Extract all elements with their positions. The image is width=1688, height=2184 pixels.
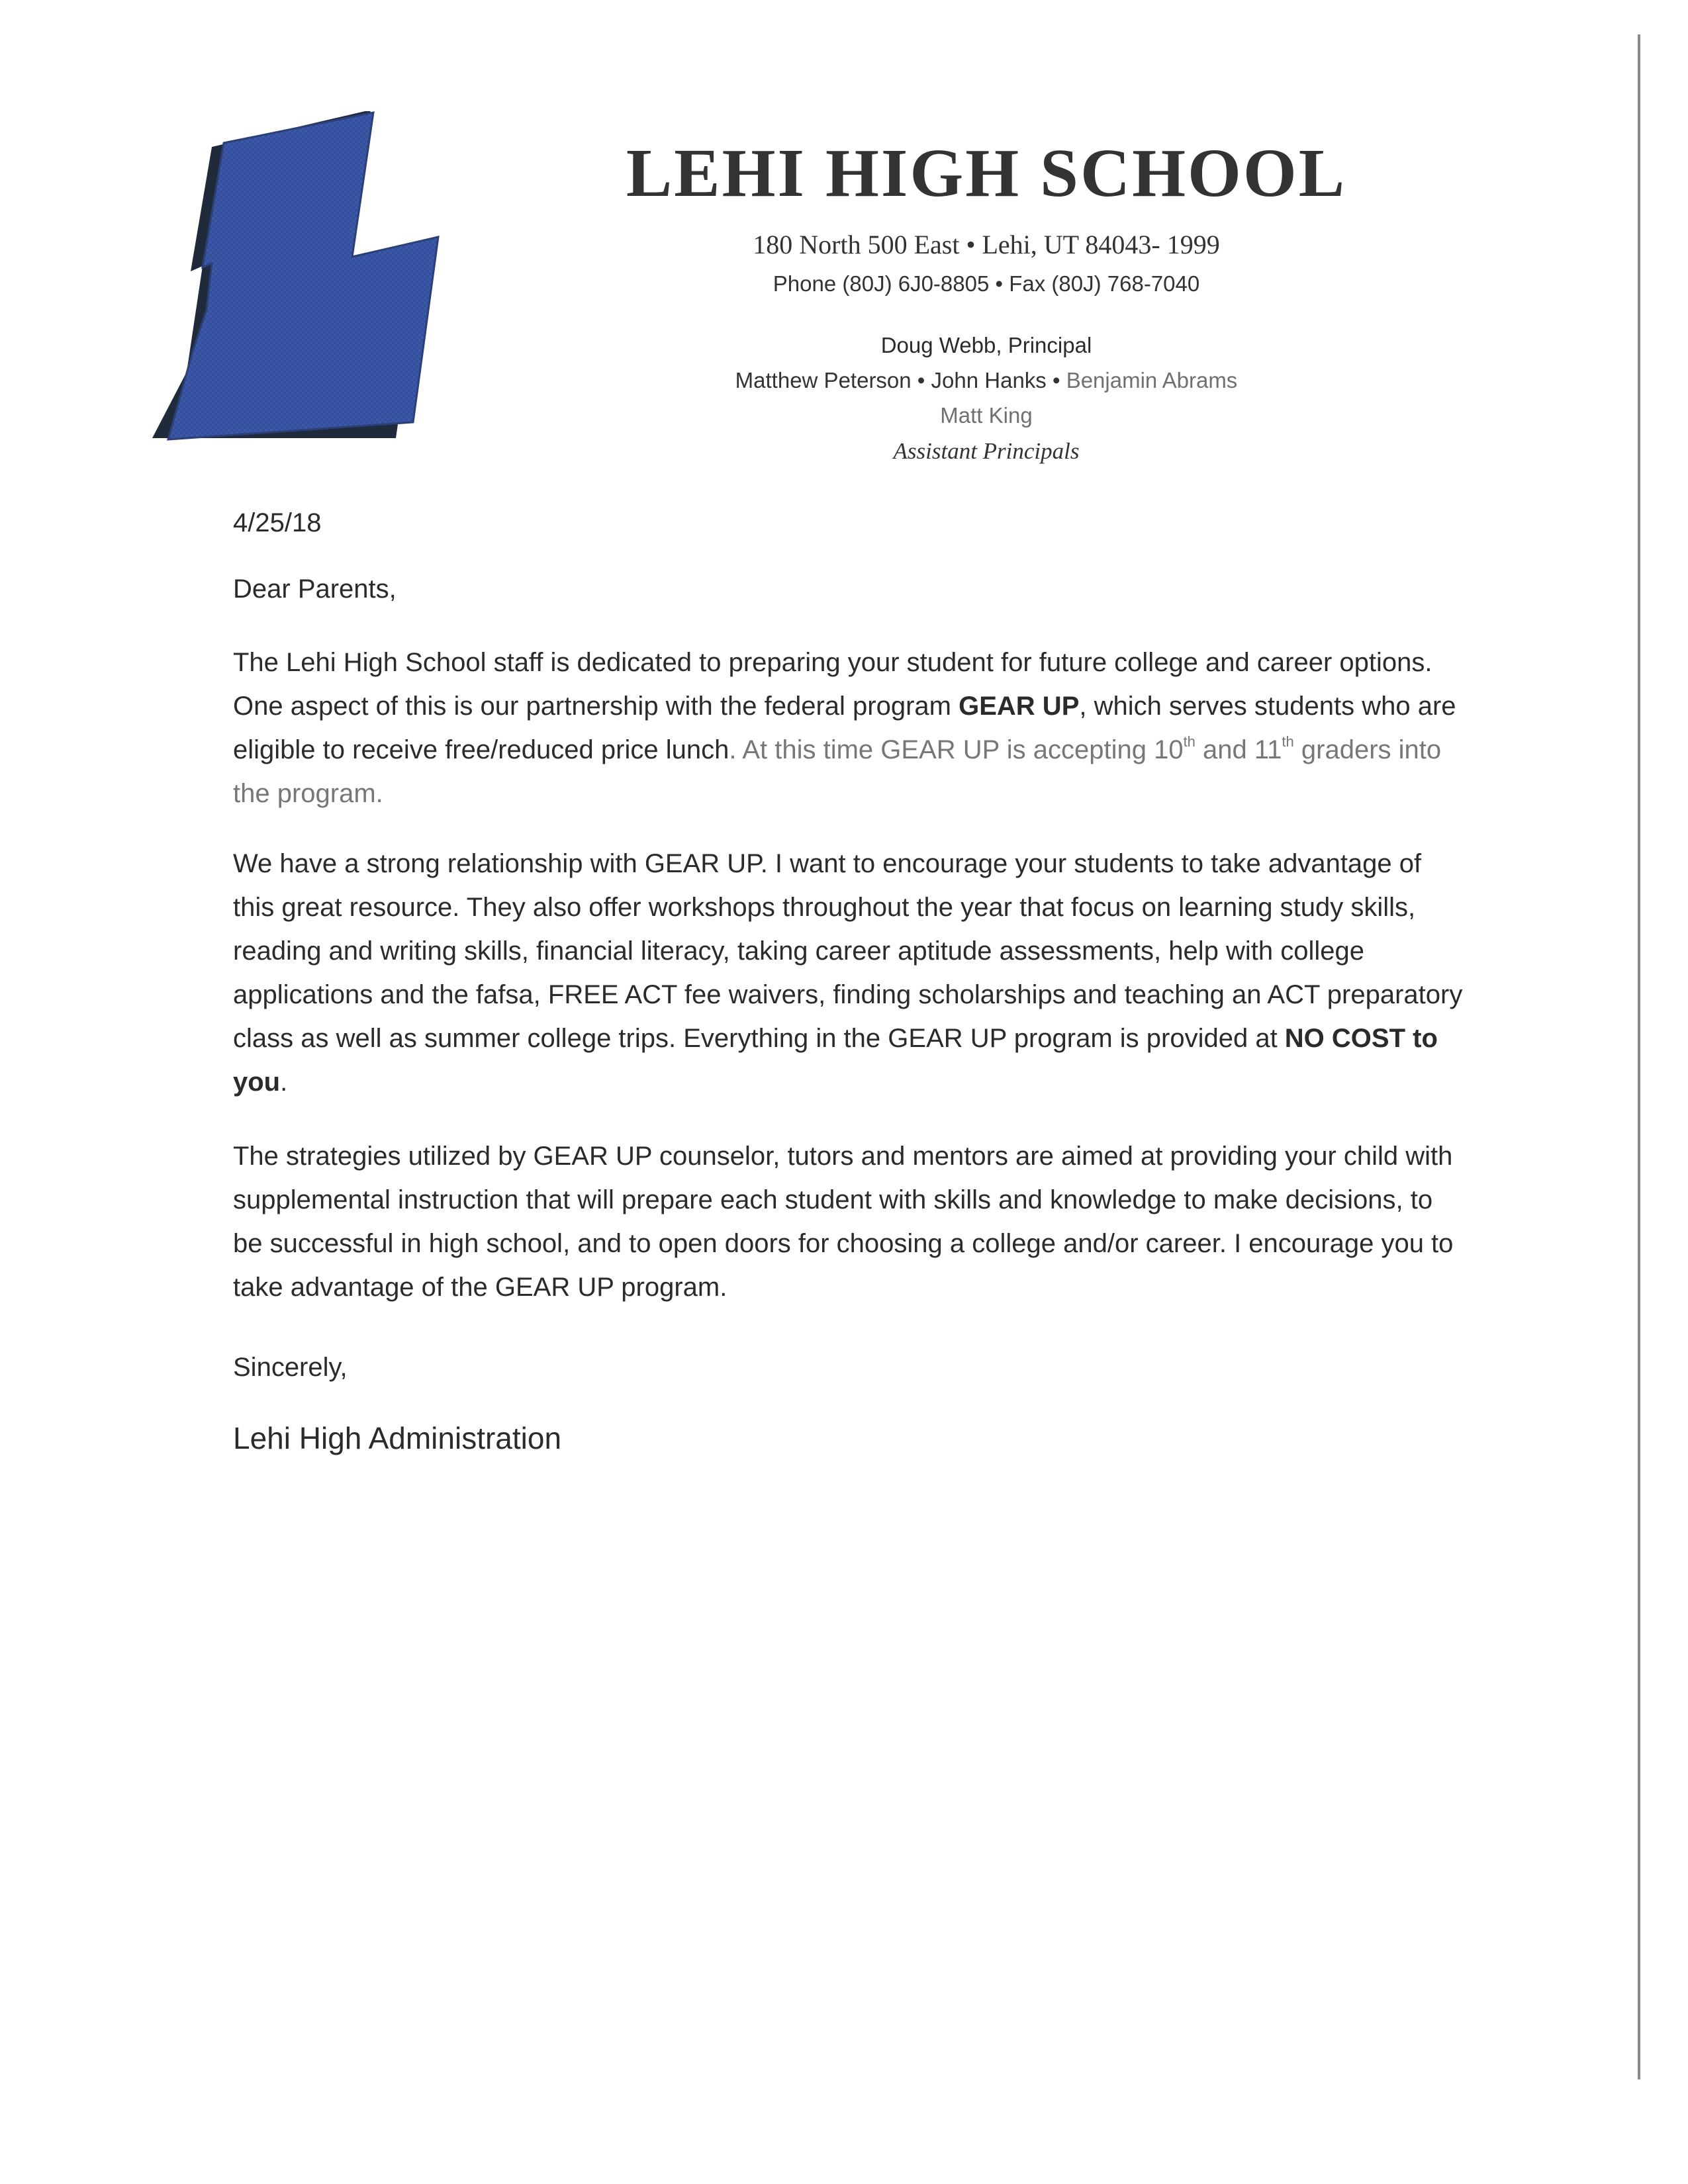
paragraph-1-muted-2: and 11 <box>1195 735 1282 764</box>
gear-up-emphasis: GEAR UP <box>959 692 1080 721</box>
letter-signature: Lehi High Administration <box>233 1421 562 1455</box>
assistant-principals-line2: Matt King <box>940 403 1033 428</box>
ordinal-suffix-10th: th <box>1183 733 1196 750</box>
paragraph-2 <box>233 842 1464 1104</box>
paragraph-2-text: We have a strong relationship with GEAR UP. I want to encourage your students to take advantage of this great resource. They also offer workshops throughout the year that focus on learning study skills, reading and writing skills, financial literacy, taking career aptitude assessments, help with college applications and the fafsa, FREE ACT fee waivers, finding scholarships and teaching an ACT preparatory class as well as summer college trips. Everything in the GEAR UP program is provided at <box>233 849 1463 1053</box>
paragraph-1-muted-3: graders into the program. <box>233 735 1442 808</box>
paragraph-3: The strategies utilized by GEAR UP counselor, tutors and mentors are aimed at providing your child with supplemental instruction that will prepare each student with skills and knowledge to make decisions, to be successful in high school, and to open doors for choosing a college and/or career. I encourage you to take advantage of the GEAR UP program. <box>233 1142 1454 1302</box>
principal-name: Doug Webb, Principal <box>880 333 1092 357</box>
assistant-principals-names: Matthew Peterson • John Hanks • <box>735 368 1060 392</box>
paragraph-2-end: . <box>280 1068 288 1097</box>
no-cost-emphasis: NO COST to you <box>233 1024 1438 1097</box>
school-logo <box>146 111 450 442</box>
assistant-principal-name-muted: Benjamin Abrams <box>1066 368 1238 392</box>
letter-closing: Sincerely, <box>233 1353 348 1382</box>
paragraph-1-text-2: , which serves students who are eligible to receive free/reduced price lunch <box>233 692 1456 764</box>
school-phone-fax: Phone (80J) 6J0-8805 • Fax (80J) 768-7040 <box>773 271 1200 296</box>
letterhead <box>609 135 1364 464</box>
ordinal-suffix-11th: th <box>1282 733 1294 750</box>
letter-salutation: Dear Parents, <box>233 574 397 604</box>
school-address: 180 North 500 East • Lehi, UT 84043- 1999 <box>753 230 1220 259</box>
paragraph-1 <box>233 641 1464 815</box>
letter-date: 4/25/18 <box>233 508 322 537</box>
paragraph-1-text: The Lehi High School staff is dedicated to preparing your student for future college and career options. One aspect of this is our partnership with the federal program <box>233 648 1432 721</box>
page-edge-rule <box>1638 34 1640 2079</box>
assistant-principals-line1 <box>609 369 1364 391</box>
paragraph-1-muted-1: . At this time GEAR UP is accepting 10 <box>729 735 1184 764</box>
assistant-principals-title: Assistant Principals <box>893 438 1080 464</box>
school-name: LEHI HIGH SCHOOL <box>626 135 1347 211</box>
